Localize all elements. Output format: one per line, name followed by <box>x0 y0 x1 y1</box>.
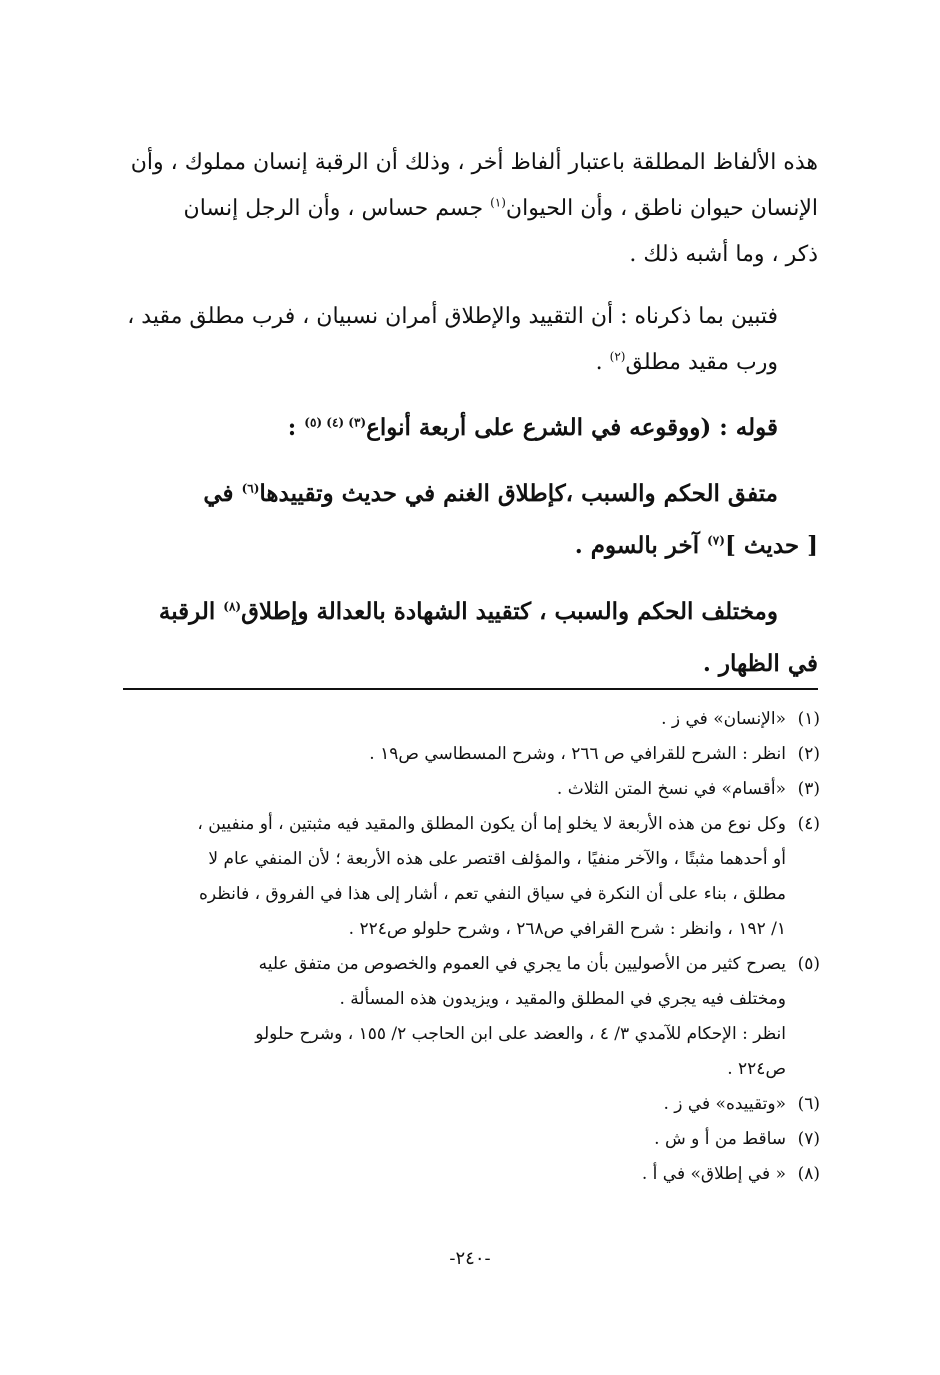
footnote <box>108 1157 820 1192</box>
footnote-number: (٤) <box>797 814 820 834</box>
footnote-number: (٢) <box>797 744 820 764</box>
footnote-text <box>108 737 786 772</box>
footnote <box>108 772 820 807</box>
text-segment: [ حديث ] <box>724 532 818 559</box>
footnote-number: (٧) <box>797 1129 820 1149</box>
footnote-text <box>108 807 786 947</box>
footnote-text <box>108 1157 786 1192</box>
paragraph-2 <box>108 294 818 386</box>
footnote-line: «الإنسان» في ز . <box>661 709 786 729</box>
footnote-number: (٨) <box>797 1164 820 1184</box>
text-segment: في الظهار . <box>702 650 818 677</box>
footnote-number: (٣) <box>797 779 820 799</box>
footnote-line: ومختلف فيه يجري في المطلق والمقيد ، ويزيدون هذه المسألة . <box>339 989 786 1009</box>
text-line: فتبين بما ذكرناه : أن التقييد والإطلاق أمران نسبيان ، فرب مطلق مقيد ، <box>127 304 778 329</box>
footnote-line: « في إطلاق» في أ . <box>641 1164 786 1184</box>
footnote-text <box>108 1017 786 1087</box>
text-segment: ورب مقيد مطلق <box>625 350 778 375</box>
text-segment: : <box>287 414 297 441</box>
footnote <box>108 807 820 947</box>
paragraph-3 <box>108 402 818 454</box>
text-segment: قوله : (ووقوعه في الشرع على أربعة أنواع <box>366 414 778 441</box>
footnote-number <box>786 1017 820 1087</box>
footnote-line: ١/ ١٩٢ ، وانظر : شرح القرافي ص٢٦٨ ، وشرح حلولو ص٢٢٤ . <box>348 919 786 939</box>
main-text <box>108 140 818 704</box>
footnote-refs: (٣) (٤) (٥) <box>304 415 367 430</box>
text-segment: جسم حساس ، وأن الرجل إنسان <box>183 196 484 221</box>
footnote-number: (٦) <box>797 1094 820 1114</box>
paragraph-4 <box>108 468 818 572</box>
footnote-number: (١) <box>797 709 820 729</box>
footnote-line: وكل نوع من هذه الأربعة لا يخلو إما أن يكون المطلق والمقيد فيه مثبتين ، أو منفيين ، <box>197 814 786 834</box>
footnote <box>108 1087 820 1122</box>
footnote-line: أو أحدهما مثبتًا ، والآخر منفيًا ، والمؤلف اقتصر على هذه الأربعة ؛ لأن المنفي عام لا <box>208 849 786 869</box>
paragraph-5 <box>108 586 818 690</box>
text-segment: متفق الحكم والسبب ،كإطلاق الغنم في حديث وتقييدها <box>259 480 778 507</box>
footnote-line: انظر : الإحكام للآمدي ٣/ ٤ ، والعضد على ابن الحاجب ٢/ ١٥٥ ، وشرح حلولو <box>255 1024 786 1044</box>
text-segment: . <box>595 350 603 375</box>
text-line <box>108 186 818 232</box>
text-line <box>108 340 818 386</box>
footnote-ref: (١) <box>490 195 506 210</box>
footnote <box>108 702 820 737</box>
footnote-text <box>108 947 786 1017</box>
footnote-line: يصرح كثير من الأصوليين بأن ما يجري في العموم والخصوص من متفق عليه <box>258 954 786 974</box>
page-number: -٢٤٠- <box>449 1248 491 1269</box>
text-line: هذه الألفاظ المطلقة باعتبار ألفاظ أخر ، وذلك أن الرقبة إنسان مملوك ، وأن <box>130 150 818 175</box>
footnote-line: مطلق ، بناء على أن النكرة في سياق النفي تعم ، أشار إلى هذا في الفروق ، فانظره <box>198 884 786 904</box>
footnote-ref: (٢) <box>609 349 626 364</box>
footnote-ref: (٧) <box>707 533 725 548</box>
footnote <box>108 947 820 1017</box>
text-segment: الرقبة <box>158 598 216 625</box>
footnote-ref: (٨) <box>223 599 242 614</box>
footnote <box>108 1122 820 1157</box>
footnote-text <box>108 702 786 737</box>
footnote-line: ص٢٢٤ . <box>727 1059 786 1079</box>
footnote-ref: (٦) <box>241 481 260 496</box>
footnote-line: «أقسام» في نسخ المتن الثلاث . <box>556 779 786 799</box>
footnote-text <box>108 772 786 807</box>
footnote-number: (٥) <box>797 954 820 974</box>
footnote <box>108 1017 820 1087</box>
footnote-text <box>108 1122 786 1157</box>
text-segment: في <box>203 480 234 507</box>
footnote-line: «وتقييده» في ز . <box>663 1094 786 1114</box>
footnote-line: انظر : الشرح للقرافي ص ٢٦٦ ، وشرح المسطاسي ص١٩ . <box>369 744 786 764</box>
text-segment: ومختلف الحكم والسبب ، كتقييد الشهادة بالعدالة وإطلاق <box>241 598 778 625</box>
paragraph-1 <box>108 140 818 278</box>
footnote <box>108 737 820 772</box>
text-segment: آخر بالسوم . <box>574 532 700 559</box>
footnotes <box>108 702 820 1192</box>
text-line: ذكر ، وما أشبه ذلك . <box>629 242 818 267</box>
footnote-separator <box>123 688 818 690</box>
text-segment: الإنسان حيوان ناطق ، وأن الحيوان <box>505 196 818 221</box>
footnote-text <box>108 1087 786 1122</box>
footnote-line: ساقط من أ و ش . <box>654 1129 786 1149</box>
